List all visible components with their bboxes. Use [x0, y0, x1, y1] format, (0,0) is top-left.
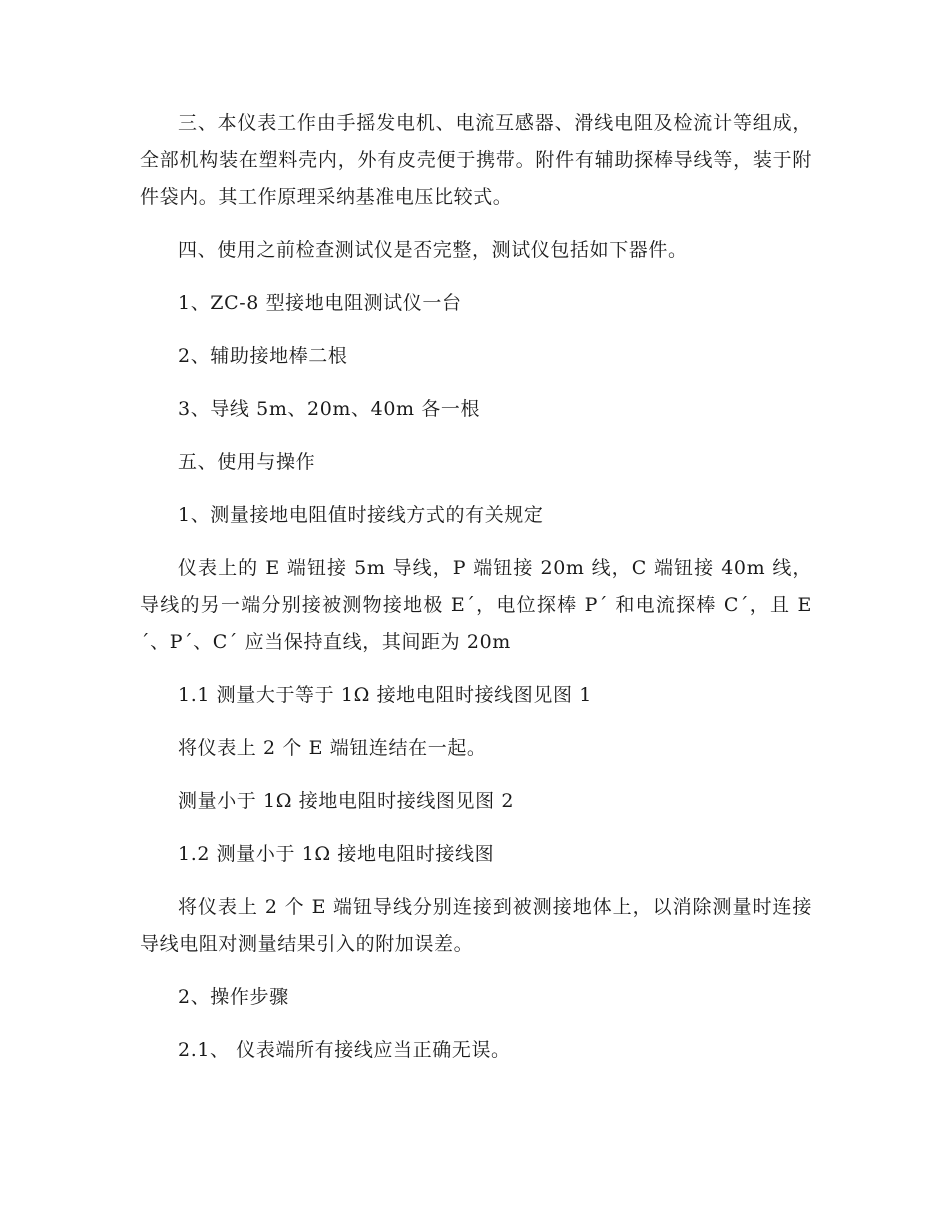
- paragraph-wiring-description: 仪表上的 E 端钮接 5m 导线，P 端钮接 20m 线，C 端钮接 40m 线，导线的另一端分别接被测物接地极 E´，电位探棒 P´ 和电流探棒 C´，且 E´、P´、C´ 应当保持直线，其间距为 20m: [140, 557, 812, 653]
- subheading-wiring-rules: 1、测量接地电阻值时接线方式的有关规定: [178, 504, 544, 526]
- paragraph-step-2-1: 2.1、 仪表端所有接线应当正确无误。: [178, 1039, 511, 1061]
- list-item-wires: 3、导线 5m、20m、40m 各一根: [178, 398, 481, 420]
- paragraph-separate-e-wires: 将仪表上 2 个 E 端钮导线分别连接到被测接地体上，以消除测量时连接导线电阻对测量结果引入的附加误差。: [140, 896, 812, 955]
- document-body: [140, 105, 812, 1085]
- paragraph-section-3: 三、本仪表工作由手摇发电机、电流互感器、滑线电阻及检流计等组成，全部机构装在塑料壳内，外有皮壳便于携带。附件有辅助探棒导线等，装于附件袋内。其工作原理采纳基准电压比较式。: [140, 112, 812, 208]
- list-item-tester: 1、ZC-8 型接地电阻测试仪一台: [178, 292, 462, 314]
- subheading-1-1: 1.1 测量大于等于 1Ω 接地电阻时接线图见图 1: [178, 684, 592, 706]
- subheading-1-2: 1.2 测量小于 1Ω 接地电阻时接线图: [178, 843, 495, 865]
- list-item-ground-rods: 2、辅助接地棒二根: [178, 345, 348, 367]
- paragraph-connect-e-terminals: 将仪表上 2 个 E 端钮连结在一起。: [178, 737, 487, 759]
- paragraph-figure-2-note: 测量小于 1Ω 接地电阻时接线图见图 2: [178, 790, 515, 812]
- paragraph-section-4: 四、使用之前检查测试仪是否完整，测试仪包括如下器件。: [178, 239, 688, 261]
- section-heading-usage: 五、使用与操作: [178, 451, 316, 473]
- subheading-operation-steps: 2、操作步骤: [178, 986, 289, 1008]
